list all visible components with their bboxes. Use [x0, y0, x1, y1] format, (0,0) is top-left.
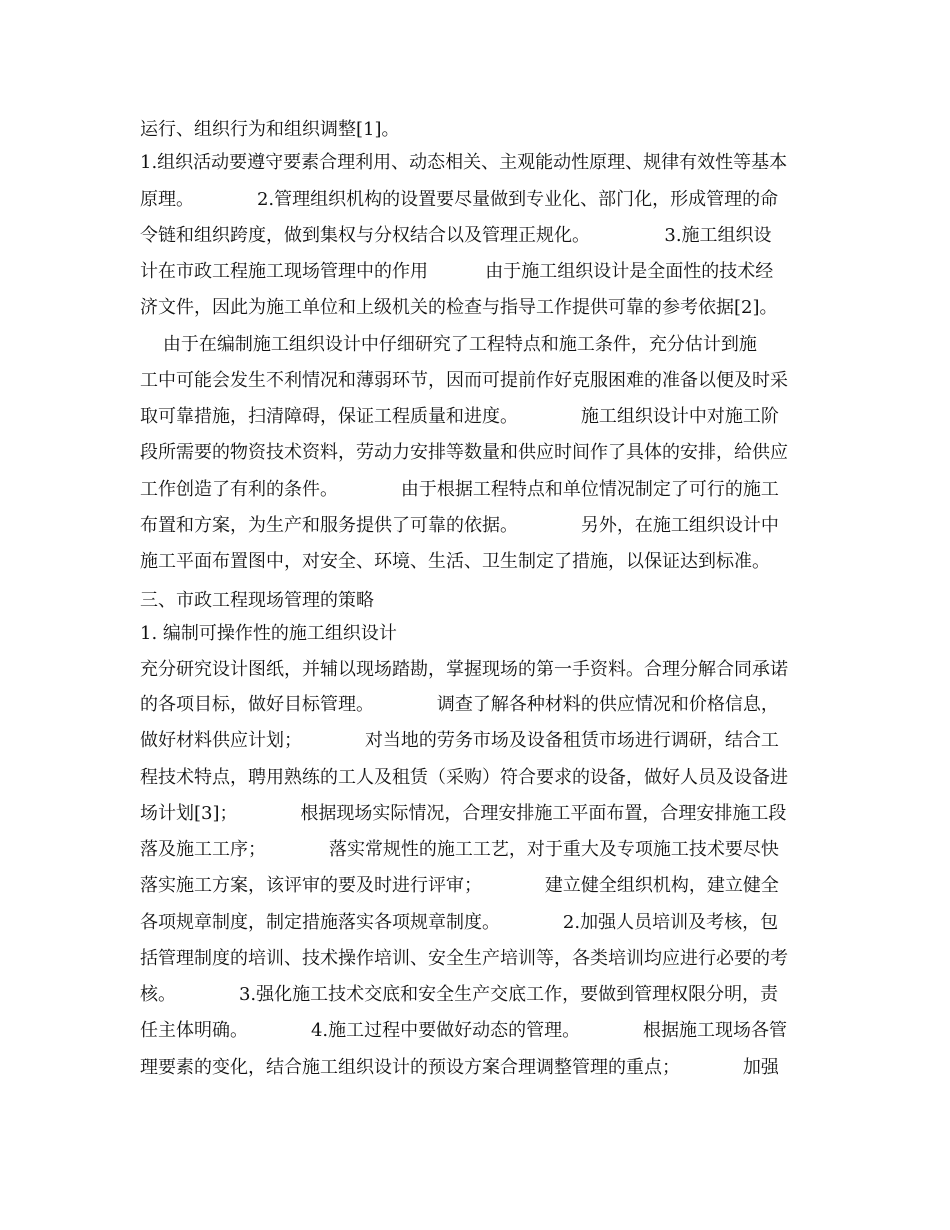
text-line: 取可靠措施，扫清障碍，保证工程质量和进度。 施工组织设计中对施工阶	[140, 406, 779, 427]
text-line: 令链和组织跨度，做到集权与分权结合以及管理正规化。 3.施工组织设	[140, 225, 772, 246]
text-line: 程技术特点，聘用熟练的工人及租赁（采购）符合要求的设备，做好人员及设备进	[140, 767, 788, 788]
text-line: 运行、组织行为和组织调整[1]。	[140, 119, 400, 140]
text-line: 理要素的变化，结合施工组织设计的预设方案合理调整管理的重点； 加强	[140, 1057, 779, 1078]
text-line: 1.组织活动要遵守要素合理利用、动态相关、主观能动性原理、规律有效性等基本	[140, 152, 788, 173]
text-line: 充分研究设计图纸，并辅以现场踏勘，掌握现场的第一手资料。合理分解合同承诺	[140, 659, 788, 680]
text-line: 各项规章制度，制定措施落实各项规章制度。 2.加强人员培训及考核，包	[140, 912, 779, 933]
text-line: 场计划[3]； 根据现场实际情况，合理安排施工平面布置，合理安排施工段	[140, 803, 787, 824]
text-line: 落及施工工序； 落实常规性的施工工艺，对于重大及专项施工技术要尽快	[140, 839, 779, 860]
text-line: 工中可能会发生不利情况和薄弱环节，因而可提前作好克服困难的准备以便及时采	[140, 370, 788, 391]
text-line: 落实施工方案，该评审的要及时进行评审； 建立健全组织机构，建立健全	[140, 875, 779, 896]
text-line: 的各项目标，做好目标管理。 调查了解各种材料的供应情况和价格信息，	[140, 694, 779, 715]
text-line: 由于在编制施工组织设计中仔细研究了工程特点和施工条件，充分估计到施	[140, 334, 757, 355]
text-line: 任主体明确。 4.施工过程中要做好动态的管理。 根据施工现场各管	[140, 1020, 788, 1041]
text-line: 布置和方案，为生产和服务提供了可靠的依据。 另外，在施工组织设计中	[140, 515, 779, 536]
section-heading: 三、市政工程现场管理的策略	[140, 590, 374, 611]
text-line: 计在市政工程施工现场管理中的作用 由于施工组织设计是全面性的技术经	[140, 261, 774, 282]
text-line: 原理。 2.管理组织机构的设置要尽量做到专业化、部门化，形成管理的命	[140, 189, 779, 210]
text-line: 工作创造了有利的条件。 由于根据工程特点和单位情况制定了可行的施工	[140, 479, 779, 500]
subsection-heading: 1. 编制可操作性的施工组织设计	[140, 623, 397, 644]
text-line: 施工平面布置图中，对安全、环境、生活、卫生制定了措施，以保证达到标准。	[140, 551, 770, 572]
text-line: 括管理制度的培训、技术操作培训、安全生产培训等，各类培训均应进行必要的考	[140, 948, 788, 969]
text-line: 济文件，因此为施工单位和上级机关的检查与指导工作提供可靠的参考依据[2]。	[140, 297, 778, 318]
text-line: 做好材料供应计划； 对当地的劳务市场及设备租赁市场进行调研，结合工	[140, 730, 779, 751]
text-line: 核。 3.强化施工技术交底和安全生产交底工作，要做到管理权限分明，责	[140, 984, 779, 1005]
text-line: 段所需要的物资技术资料，劳动力安排等数量和供应时间作了具体的安排，给供应	[140, 442, 788, 463]
